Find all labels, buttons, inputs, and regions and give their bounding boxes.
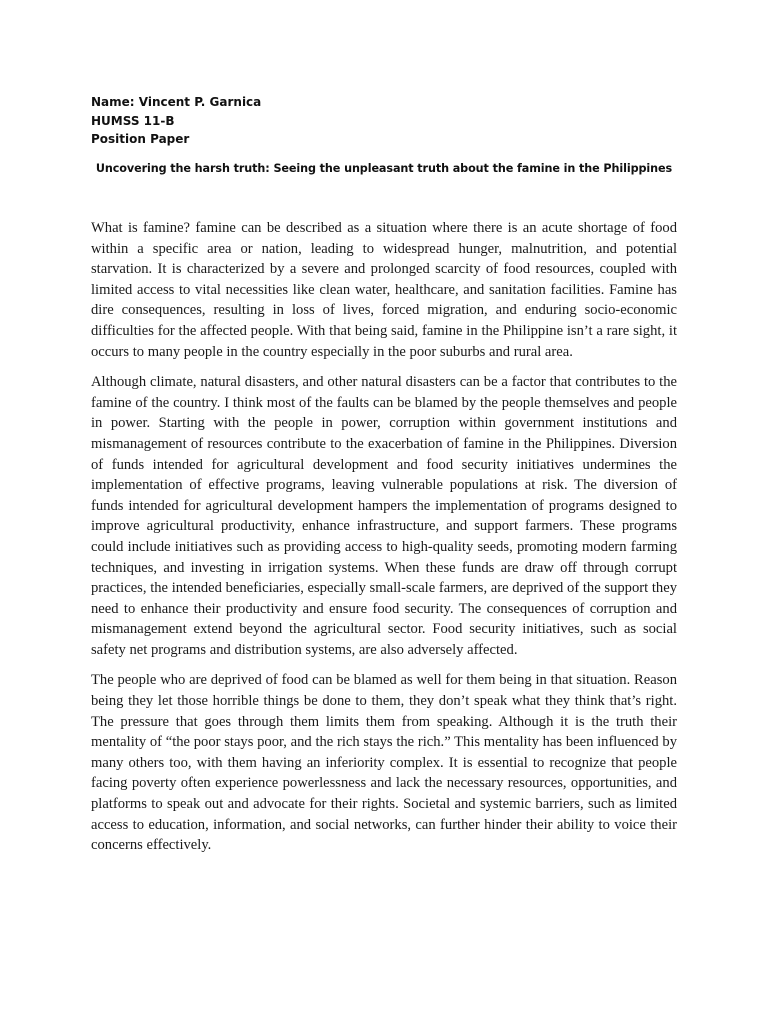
paragraph: The people who are deprived of food can be blamed as well for them being in that situation. Reason being they let those horrible things be done to them, they don’t speak what they think that’s right. The pressure that goes through them limits them from speaking. Although it is the truth their mentality of “the poor stays poor, and the rich stays the rich.” This mentality has been influenced by many others too, with them having an inferiority complex. It is essential to recognize that people facing poverty often experience powerlessness and lack the necessary resources, opportunities, and platforms to speak out and advocate for their rights. Societal and systemic barriers, such as limited access to education, information, and social networks, can further hinder their ability to voice their concerns effectively. <box>91 672 677 854</box>
class-section: HUMSS 11-B <box>91 113 175 128</box>
author-name: Name: Vincent P. Garnica <box>91 95 262 109</box>
document-header <box>91 93 691 149</box>
paragraph: What is famine? famine can be described as a situation where there is an acute shortage of food within a specific area or nation, leading to widespread hunger, malnutrition, and potential starvation. It is characterized by a severe and prolonged scarcity of food resources, coupled with limited access to vital necessities like clean water, healthcare, and sanitation facilities. Famine has dire consequences, resulting in loss of lives, forced migration, and enduring socio-economic difficulties for the affected people. With that being said, famine in the Philippine isn’t a rare sight, it occurs to many people in the country especially in the poor suburbs and rural area. <box>91 220 677 360</box>
document-body <box>91 218 677 866</box>
document-type: Position Paper <box>91 132 190 146</box>
paragraph: Although climate, natural disasters, and other natural disasters can be a factor that contributes to the famine of the country. I think most of the faults can be blamed by the people themselves and people in power. Starting with the people in power, corruption within government institutions and mismanagement of resources contribute to the exacerbation of famine in the Philippines. Diversion of funds intended for agricultural development and food security initiatives undermines the implementation of effective programs, leaving vulnerable populations at risk. The diversion of funds intended for agricultural development hampers the implementation of programs designed to improve agricultural productivity, enhance infrastructure, and support farmers. These programs could include initiatives such as providing access to high-quality seeds, promoting modern farming techniques, and investing in irrigation systems. When these funds are draw off through corrupt practices, the intended beneficiaries, especially small-scale farmers, are deprived of the support they need to enhance their productivity and ensure food security. The consequences of corruption and mismanagement extend beyond the agricultural sector. Food security initiatives, such as social safety net programs and distribution systems, are also adversely affected. <box>91 374 677 658</box>
document-title: Uncovering the harsh truth: Seeing the unpleasant truth about the famine in the Philippines <box>95 162 673 175</box>
